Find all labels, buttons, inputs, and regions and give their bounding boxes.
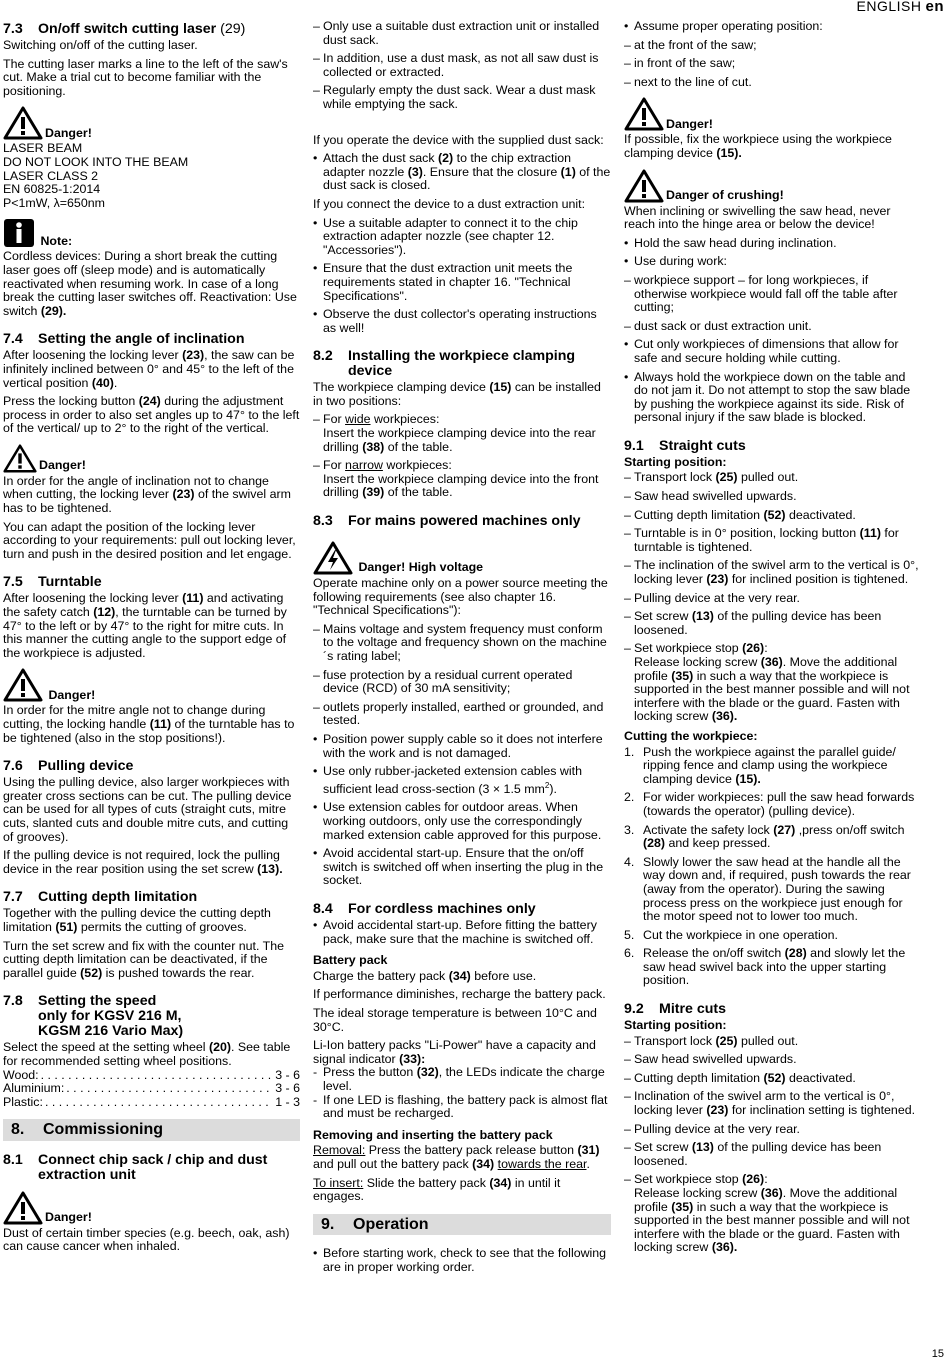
paragraph: Charge the battery pack (34) before use. bbox=[313, 968, 537, 983]
paragraph: Press the locking button (24) during the adjustment process in order to also set angles up to 47° to the left of the vertical/ up to 2° to the right of the vertical. bbox=[3, 394, 300, 436]
section-9-1-heading: 9.1 Straight cuts bbox=[624, 437, 746, 454]
list-item: – outlets properly installed, earthed or grounded, and tested. bbox=[313, 701, 611, 728]
list-item: – In addition, use a dust mask, as not all saw dust is collected or extracted. bbox=[313, 52, 611, 79]
paragraph: After loosening the locking lever (11) and activating the safety catch (12), the turntable can be turned by 47° to the left or by 47° to the right for mitre cuts. In this manner the cutting angle to the support edge of the workpiece is adjusted. bbox=[3, 591, 287, 660]
paragraph: If the pulling device is not required, lock the pulling device in the rear position using the set screw (13). bbox=[3, 848, 283, 876]
list-item: 4. Slowly lower the saw head at the handle all the way down and, if required, push towards the rear (away from the operator). During the sawing process press on the workpiece just enough for the motor speed not to lower too much. bbox=[624, 854, 911, 924]
mitre-start-list bbox=[624, 1035, 920, 1255]
list-item: – at the front of the saw; bbox=[624, 39, 920, 53]
list-item: – For narrow workpieces: Insert the workpiece clamping device into the front drilling (39) of the table. bbox=[313, 459, 611, 500]
paragraph: In order for the angle of inclination not to change when cutting, the locking lever (23) of the swivel arm has to be tightened. bbox=[3, 473, 291, 516]
list-item: – Inclination of the swivel arm to the vertical is 0°, locking lever (23) for inclination setting is tightened. bbox=[624, 1090, 920, 1117]
danger-notice: Danger! bbox=[3, 106, 300, 140]
section-7-7-heading: 7.7 Cutting depth limitation bbox=[3, 889, 198, 906]
section-9-2-heading: 9.2 Mitre cuts bbox=[624, 1001, 727, 1018]
list-item: – The inclination of the swivel arm to the vertical is 0°, locking lever (23) for inclined position is tightened. bbox=[624, 559, 920, 586]
section-7-4-heading: 7.4 Setting the angle of inclination bbox=[3, 331, 245, 348]
list-item: • Always hold the workpiece down on the table and do not jam it. Do not attempt to stop the saw blade by pushing the workpiece against its side. Risk of personal injury if the saw blade is blocked. bbox=[624, 371, 920, 425]
list-item: - If one LED is flashing, the battery pack is almost flat and must be recharged. bbox=[313, 1092, 608, 1121]
column-1 bbox=[3, 20, 300, 1259]
list-item: – in front of the saw; bbox=[624, 57, 920, 71]
page-header bbox=[857, 0, 944, 14]
note-notice: Note: bbox=[3, 218, 300, 248]
section-8-2-heading: 8.2 Installing the workpiece clamping device bbox=[313, 348, 576, 380]
section-7-6-heading: 7.6 Pulling device bbox=[3, 758, 134, 775]
list-item: – Turntable is in 0° position, locking button (11) for turntable is tightened. bbox=[624, 527, 920, 554]
clamp-list bbox=[313, 413, 611, 500]
warning-triangle-icon bbox=[624, 169, 664, 203]
list-item: • Hold the saw head during inclination. bbox=[624, 237, 920, 251]
laser-warning: LASER BEAM DO NOT LOOK INTO THE BEAM LASER CLASS 2 EN 60825-1:2014 P<1mW, λ=650nm bbox=[3, 141, 189, 210]
language-label: ENGLISH bbox=[856, 0, 922, 14]
paragraph: To insert: Slide the battery pack (34) in until it engages. bbox=[313, 1175, 561, 1204]
danger-notice: Danger! High voltage bbox=[313, 541, 611, 575]
extraction-list bbox=[313, 217, 611, 336]
paragraph: Turn the set screw and fix with the counter nut. The cutting depth limitation can be deactivated, if the parallel guide (52) is pushed towards the rear. bbox=[3, 938, 284, 980]
list-item: • Cut only workpieces of dimensions that allow for safe and secure holding while cutting. bbox=[624, 338, 920, 365]
list-item: – Set workpiece stop (26): Release locking screw (36). Move the additional profile (35) in such a way that the workpiece is supported in the best manner possible and will not interfere with the blade or the guard. Fasten with locking screw (36). bbox=[624, 642, 920, 724]
battery-pack-heading: Battery pack bbox=[313, 953, 388, 968]
paragraph: In order for the mitre angle not to change during cutting, the locking handle (11) of the turntable has to be tightened (also in the stop positions!). bbox=[3, 703, 295, 745]
list-item: 2. For wider workpieces: pull the saw head forwards (towards the operator) (pulling device). bbox=[624, 790, 915, 818]
section-8-4-heading: 8.4 For cordless machines only bbox=[313, 901, 536, 918]
list-item: 3. Activate the safety lock (27) ,press on/off switch (28) and keep pressed. bbox=[624, 822, 905, 851]
paragraph: When inclining or swivelling the saw head, never reach into the hinge area or below the device! bbox=[624, 203, 891, 232]
section-8-3-heading: 8.3 For mains powered machines only bbox=[313, 513, 581, 530]
danger-notice: Danger! bbox=[624, 97, 920, 131]
list-item: – Set workpiece stop (26): Release locking screw (36). Move the additional profile (35) in such a way that the workpiece is supported in the best manner possible and will not interfere with the blade or the guard. Fasten with locking screw (36). bbox=[624, 1173, 920, 1255]
list-item: • Position power supply cable so it does not interfere with the work and is not damaged. bbox=[313, 733, 611, 760]
paragraph: If you connect the device to a dust extraction unit: bbox=[313, 196, 586, 211]
list-item: – workpiece support – for long workpieces, if otherwise workpiece would fall off the table after cutting; bbox=[624, 274, 920, 315]
paragraph: If possible, fix the workpiece using the workpiece clamping device (15). bbox=[624, 132, 892, 160]
danger-notice: Danger! bbox=[3, 444, 300, 473]
list-item: – Transport lock (25) pulled out. bbox=[624, 1035, 920, 1049]
list-item: • Use a suitable adapter to connect it to the chip extraction adapter nozzle (see chapter 12. "Accessories"). bbox=[313, 217, 611, 258]
work-list bbox=[624, 237, 920, 269]
list-item: – Saw head swivelled upwards. bbox=[624, 490, 920, 504]
list-item: – next to the line of cut. bbox=[624, 76, 920, 90]
paragraph: Dust of certain timber species (e.g. beech, oak, ash) can cause cancer when inhaled. bbox=[3, 1225, 290, 1254]
paragraph: The cutting laser marks a line to the left of the saw's cut. Make a trial cut to become familiar with the positioning. bbox=[3, 56, 288, 98]
list-item: • Avoid accidental start-up. Ensure that the on/off switch is switched off when inserting the plug in the socket. bbox=[313, 847, 611, 888]
page-number: 15 bbox=[931, 1348, 944, 1361]
paragraph: After loosening the locking lever (23), the saw can be infinitely inclined between 0° and 45° to the left of the vertical position (40). bbox=[3, 348, 295, 390]
list-item: • Observe the dust collector's operating instructions as well! bbox=[313, 308, 611, 335]
paragraph: Select the speed at the setting wheel (20). See table for recommended setting wheel positions. bbox=[3, 1040, 291, 1068]
power-list bbox=[313, 623, 611, 728]
list-item: • Before starting work, check to see that the following are in proper working order. bbox=[313, 1247, 611, 1274]
list-item: – Only use a suitable dust extraction unit or installed dust sack. bbox=[313, 20, 611, 47]
list-item: – For wide workpieces: Insert the workpiece clamping device into the rear drilling (38) of the table. bbox=[313, 413, 611, 454]
speed-row-plastic: Plastic: . . . 1 - 3 bbox=[3, 1096, 300, 1110]
paragraph: Using the pulling device, also larger workpieces with greater cross sections can be cut. The pulling device can be used for all types of cuts (straight cuts, mitre cuts, slanted cuts and double mitre cuts, and cutting of grooves). bbox=[3, 775, 292, 844]
dust-list bbox=[313, 20, 611, 112]
list-item: • Avoid accidental start-up. Before fitting the battery pack, make sure that the machine is switched off. bbox=[313, 919, 611, 946]
paragraph: Cordless devices: During a short break the cutting laser goes off (sleep mode) and is automatically reactivated when resuming work. In case of a long break the cutting laser switches off. Reactivation: Use switch (29). bbox=[3, 249, 297, 318]
speed-row-aluminium: Aluminium: . . . 3 - 6 bbox=[3, 1082, 300, 1096]
list-item: – Regularly empty the dust sack. Wear a dust mask while emptying the sack. bbox=[313, 84, 611, 111]
paragraph: Removal: Press the battery pack release button (31) and pull out the battery pack (34) towards the rear. bbox=[313, 1143, 600, 1171]
paragraph: Operate machine only on a power source meeting the following requirements (see also chapter 16. "Technical Specifications"): bbox=[313, 576, 608, 618]
list-item: • Attach the dust sack (2) to the chip extraction adapter nozzle (3). Ensure that the closure (1) of the dust sack is closed. bbox=[313, 152, 611, 193]
language-code: en bbox=[925, 0, 944, 15]
list-item: – Cutting depth limitation (52) deactivated. bbox=[624, 509, 920, 523]
list-item: • Use during work: bbox=[624, 255, 920, 269]
column-3 bbox=[624, 20, 920, 1260]
section-7-5-heading: 7.5 Turntable bbox=[3, 574, 102, 591]
list-item: 1. Push the workpiece against the parallel guide/ ripping fence and clamp using the workpiece clamping device (15). bbox=[624, 744, 896, 786]
use-list bbox=[624, 274, 920, 333]
cable-list bbox=[313, 733, 611, 888]
straight-start-list bbox=[624, 471, 920, 724]
list-item: – Pulling device at the very rear. bbox=[624, 592, 920, 606]
starting-position-label: Starting position: bbox=[624, 454, 727, 469]
column-2 bbox=[313, 20, 611, 1280]
list-item: – dust sack or dust extraction unit. bbox=[624, 320, 920, 334]
warning-triangle-icon bbox=[3, 668, 43, 702]
chapter-9-heading: 9. Operation bbox=[313, 1214, 611, 1236]
danger-notice: Danger of crushing! bbox=[624, 169, 920, 203]
list-item: – fuse protection by a residual current operated device (RCD) of 30 mA sensitivity; bbox=[313, 669, 611, 696]
paragraph: Li-Ion battery packs "Li-Power" have a capacity and signal indicator (33): bbox=[313, 1038, 596, 1066]
list-item: - Press the button (32), the LEDs indicate the charge level. bbox=[313, 1065, 605, 1093]
list-item: – Mains voltage and system frequency must conform to the voltage and frequency shown on the machine´s rating label; bbox=[313, 623, 611, 664]
operation-list bbox=[313, 1247, 611, 1274]
high-voltage-icon bbox=[313, 541, 353, 575]
remove-insert-heading: Removing and inserting the battery pack bbox=[313, 1127, 553, 1142]
paragraph: If performance diminishes, recharge the battery pack. bbox=[313, 987, 606, 1002]
list-item: 6. Release the on/off switch (28) and slowly let the saw head swivel back into the upper starting position. bbox=[624, 946, 906, 988]
list-item: – Saw head swivelled upwards. bbox=[624, 1053, 920, 1067]
paragraph: The ideal storage temperature is between 10°C and 30°C. bbox=[313, 1006, 597, 1034]
list-item: • Use extension cables for outdoor areas. When working outdoors, only use the correspondingly marked extension cable approved for this purpose. bbox=[313, 801, 611, 842]
warning-triangle-icon bbox=[3, 106, 43, 140]
list-item: – Set screw (13) of the pulling device has been loosened. bbox=[624, 610, 920, 637]
warning-triangle-icon bbox=[3, 444, 37, 473]
list-item: 5. Cut the workpiece in one operation. bbox=[624, 927, 838, 942]
position-list bbox=[624, 39, 920, 90]
info-icon bbox=[3, 218, 35, 248]
paragraph: The workpiece clamping device (15) can be installed in two positions: bbox=[313, 380, 601, 408]
paragraph: Together with the pulling device the cutting depth limitation (51) permits the cutting of grooves. bbox=[3, 906, 271, 934]
speed-row-wood: Wood: . . . 3 - 6 bbox=[3, 1069, 300, 1083]
cut-list bbox=[624, 338, 920, 425]
paragraph: You can adapt the position of the locking lever according to your requirements: pull out locking lever, turn and push in the desired position and let engage. bbox=[3, 519, 296, 561]
paragraph: Switching on/off of the cutting laser. bbox=[3, 38, 198, 52]
list-item: • Use only rubber-jacketed extension cables with sufficient lead cross-section (3 × 1.5 $mm^2$). bbox=[313, 765, 611, 796]
warning-triangle-icon bbox=[3, 1191, 43, 1225]
section-8-1-heading: 8.1 Connect chip sack / chip and dust extraction unit bbox=[3, 1151, 268, 1183]
list-item: – Set screw (13) of the pulling device has been loosened. bbox=[624, 1141, 920, 1168]
warning-triangle-icon bbox=[624, 97, 664, 131]
section-7-3-heading: 7.3 On/off switch cutting laser (29) bbox=[3, 21, 246, 37]
paragraph: If you operate the device with the supplied dust sack: bbox=[313, 132, 604, 147]
list-item: – Cutting depth limitation (52) deactivated. bbox=[624, 1072, 920, 1086]
list-item: – Transport lock (25) pulled out. bbox=[624, 471, 920, 485]
section-7-8-heading: 7.8 Setting the speed only for KGSV 216 M, KGSM 216 Vario Max) bbox=[3, 993, 184, 1040]
list-item: • Assume proper operating position: bbox=[624, 20, 920, 34]
starting-position-label: Starting position: bbox=[624, 1018, 727, 1033]
list-item: – Pulling device at the very rear. bbox=[624, 1123, 920, 1137]
chapter-8-heading: 8. Commissioning bbox=[3, 1119, 300, 1141]
position-intro bbox=[624, 20, 920, 34]
cutting-steps bbox=[624, 746, 920, 989]
cutting-workpiece-label: Cutting the workpiece: bbox=[624, 728, 758, 743]
danger-notice: Danger! bbox=[3, 1191, 300, 1225]
cordless-list bbox=[313, 919, 611, 946]
danger-notice: Danger! bbox=[3, 668, 300, 702]
list-item: • Ensure that the dust extraction unit meets the requirements stated in chapter 16. "Technical Specifications". bbox=[313, 262, 611, 303]
sack-list bbox=[313, 152, 611, 193]
